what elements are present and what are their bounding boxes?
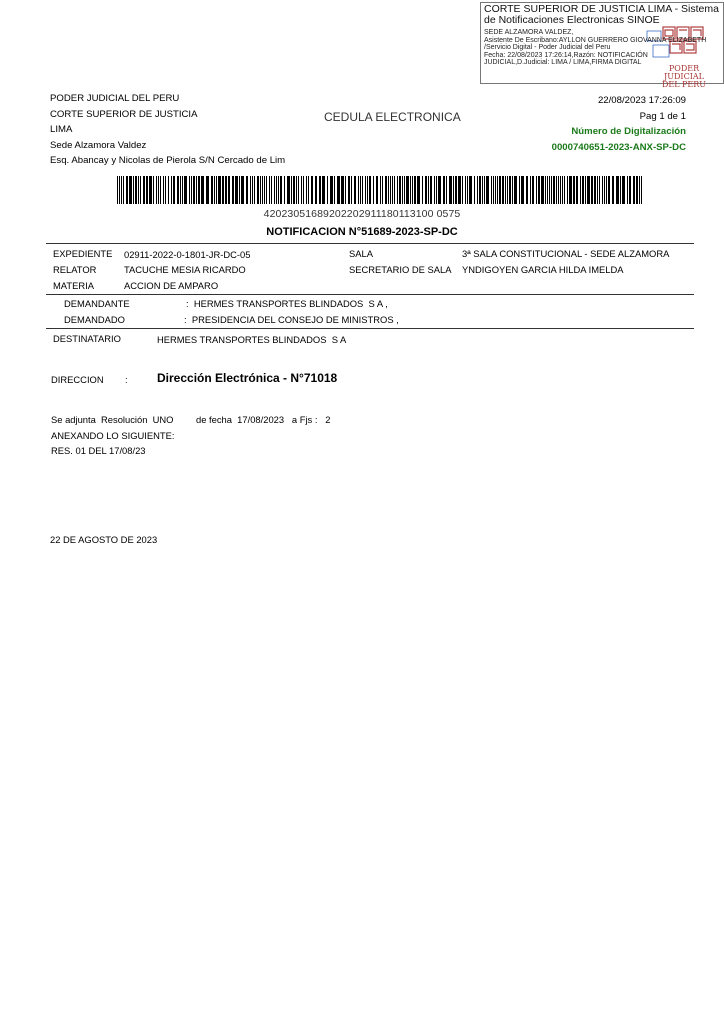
barcode-bar <box>341 176 344 204</box>
demandante-label: DEMANDANTE <box>64 298 130 309</box>
barcode-bar <box>123 176 124 204</box>
divider-1 <box>46 243 694 244</box>
barcode-bar <box>412 176 413 204</box>
barcode-bar <box>146 176 148 204</box>
org-line-5: Esq. Abancay y Nicolas de Pierola S/N Cercado de Lim <box>50 155 286 166</box>
barcode-bar <box>250 176 251 204</box>
barcode-bar <box>143 176 145 204</box>
attachment-line-1a: Se adjunta Resolución UNO <box>51 414 174 425</box>
barcode-bar <box>322 176 325 204</box>
barcode-bar <box>225 176 227 204</box>
barcode-bar <box>135 176 137 204</box>
barcode-bar <box>334 176 335 204</box>
demandante-value: : HERMES TRANSPORTES BLINDADOS S A , <box>186 298 388 309</box>
barcode-bar <box>585 176 586 204</box>
barcode-bar <box>301 176 302 204</box>
barcode-bar <box>216 176 217 204</box>
barcode-bar <box>278 176 279 204</box>
barcode-bar <box>376 176 378 204</box>
attachment-line-2: ANEXANDO LO SIGUIENTE: <box>51 430 175 441</box>
direccion-label: DIRECCION <box>51 374 104 385</box>
barcode-number: 42023051689202202911180113100 0575 <box>263 208 461 220</box>
barcode-bar <box>599 176 600 204</box>
barcode-bar <box>189 176 190 204</box>
barcode-bar <box>257 176 259 204</box>
barcode-bar <box>541 176 544 204</box>
barcode-bar <box>477 176 478 204</box>
barcode-bar <box>580 176 581 204</box>
barcode-bar <box>388 176 389 204</box>
barcode-bar <box>514 176 517 204</box>
expediente-value: 02911-2022-0-1801-JR-DC-05 <box>124 249 251 260</box>
barcode-bar <box>211 176 213 204</box>
barcode-bar <box>191 176 192 204</box>
barcode-bar <box>354 176 356 204</box>
materia-value: ACCION DE AMPARO <box>124 280 219 291</box>
attachment-line-1b: de fecha 17/08/2023 a Fjs : 2 <box>196 414 331 425</box>
barcode-bar <box>602 176 603 204</box>
barcode-bar <box>582 176 584 204</box>
barcode-bar <box>337 176 340 204</box>
barcode-bar <box>330 176 333 204</box>
divider-2 <box>46 294 694 295</box>
barcode-bar <box>158 176 159 204</box>
barcode-bar <box>306 176 307 204</box>
barcode-bar <box>293 176 295 204</box>
barcode-bar <box>196 176 197 204</box>
doc-datetime: 22/08/2023 17:26:09 <box>597 95 686 106</box>
barcode-bar <box>218 176 221 204</box>
barcode-bar <box>365 176 366 204</box>
barcode-bar <box>495 176 496 204</box>
barcode-bar <box>232 176 234 204</box>
divider-3 <box>46 328 694 329</box>
barcode-bar <box>573 176 575 204</box>
barcode-bar <box>165 176 166 204</box>
barcode-bar <box>612 176 614 204</box>
barcode-bar <box>616 176 619 204</box>
barcode-bar <box>509 176 511 204</box>
stamp-line-4: Fecha: 22/08/2023 17:26:14,Razón: NOTIFICACIÓN <box>484 51 648 59</box>
barcode-bar <box>493 176 494 204</box>
barcode-bar <box>362 176 363 204</box>
relator-label: RELATOR <box>53 264 97 275</box>
barcode-bar <box>198 176 200 204</box>
barcode-bar <box>327 176 328 204</box>
barcode-bar <box>228 176 230 204</box>
barcode-bar <box>532 176 534 204</box>
barcode-bar <box>121 176 122 204</box>
barcode-bar <box>484 176 485 204</box>
barcode-bar <box>262 176 263 204</box>
sala-label: SALA <box>349 248 373 259</box>
barcode-bar <box>133 176 134 204</box>
barcode-bar <box>406 176 409 204</box>
barcode-bar <box>291 176 292 204</box>
barcode-bar <box>497 176 498 204</box>
notification-title: NOTIFICACION N°51689-2023-SP-DC <box>266 226 458 238</box>
barcode-bar <box>422 176 423 204</box>
barcode-bar <box>276 176 277 204</box>
barcode-bar <box>417 176 420 204</box>
destinatario-value: HERMES TRANSPORTES BLINDADOS S A <box>157 334 347 345</box>
seal-text-line-2: DEL PERU <box>661 80 707 89</box>
barcode-bar <box>235 176 238 204</box>
stamp-title: CORTE SUPERIOR DE JUSTICIA LIMA - Sistema de Notificaciones Electronicas SINOE <box>484 3 719 26</box>
barcode-bar <box>430 176 432 204</box>
barcode-bar <box>622 176 625 204</box>
barcode-bar <box>126 176 128 204</box>
barcode-bar <box>280 176 282 204</box>
barcode-bar <box>264 176 265 204</box>
barcode-bar <box>594 176 596 204</box>
barcode-bar <box>547 176 548 204</box>
barcode-bar <box>404 176 405 204</box>
barcode-bar <box>303 176 304 204</box>
barcode-bar <box>443 176 445 204</box>
barcode-bar <box>287 176 290 204</box>
barcode-bar <box>479 176 481 204</box>
barcode-bar <box>562 176 563 204</box>
barcode-bar <box>119 176 120 204</box>
barcode-bar <box>465 176 466 204</box>
stamp-line-3: /Servicio Digital - Poder Judicial del Peru <box>484 44 611 51</box>
barcode-bar <box>274 176 275 204</box>
barcode-bar <box>140 176 141 204</box>
barcode-bar <box>345 176 346 204</box>
digitization-label: Número de Digitalización <box>571 126 686 137</box>
barcode-bar <box>576 176 578 204</box>
barcode-bar <box>284 176 285 204</box>
barcode-bar <box>606 176 607 204</box>
barcode-graphic <box>117 176 643 204</box>
secretario-label: SECRETARIO DE SALA <box>349 264 452 275</box>
barcode-bar <box>567 176 568 204</box>
barcode-bar <box>180 176 181 204</box>
barcode-bar <box>604 176 605 204</box>
demandado-value: : PRESIDENCIA DEL CONSEJO DE MINISTROS , <box>184 314 399 325</box>
barcode-bar <box>160 176 161 204</box>
barcode-bar <box>382 176 383 204</box>
barcode-bar <box>551 176 552 204</box>
barcode-bar <box>153 176 154 204</box>
barcode-bar <box>311 176 313 204</box>
barcode-bar <box>629 176 631 204</box>
digital-signature-stamp <box>480 2 724 89</box>
header-right <box>552 93 686 155</box>
expediente-label: EXPEDIENTE <box>53 248 113 259</box>
barcode-bar <box>385 176 387 204</box>
barcode-bar <box>367 176 368 204</box>
barcode-bar <box>556 176 557 204</box>
barcode-bar <box>156 176 157 204</box>
barcode-bar <box>453 176 454 204</box>
barcode-bar <box>129 176 132 204</box>
page-count: Pag 1 de 1 <box>639 110 686 122</box>
barcode-bar <box>402 176 403 204</box>
barcode-bar <box>436 176 437 204</box>
barcode-bar <box>177 176 179 204</box>
direccion-colon: : <box>125 374 128 385</box>
date-footer: 22 DE AGOSTO DE 2023 <box>50 534 158 545</box>
barcode-bar <box>499 176 501 204</box>
digitization-number: 0000740651-2023-ANX-SP-DC <box>551 141 686 153</box>
barcode-bar <box>222 176 224 204</box>
barcode-bar <box>319 176 321 204</box>
barcode-bar <box>239 176 240 204</box>
barcode-bar <box>560 176 561 204</box>
barcode-bar <box>549 176 550 204</box>
barcode-bar <box>530 176 531 204</box>
barcode-bar <box>428 176 429 204</box>
barcode-bar <box>505 176 506 204</box>
barcode-bar <box>214 176 215 204</box>
doc-type: CEDULA ELECTRONICA <box>324 110 461 124</box>
barcode-bar <box>519 176 520 204</box>
demandado-label: DEMANDADO <box>64 314 125 325</box>
barcode-bar <box>182 176 183 204</box>
secretario-value: YNDIGOYEN GARCIA HILDA IMELDA <box>462 264 624 275</box>
barcode-bar <box>138 176 139 204</box>
barcode-bar <box>266 176 267 204</box>
barcode-bar <box>193 176 195 204</box>
barcode-bar <box>369 176 371 204</box>
barcode-bar <box>446 176 447 204</box>
barcode-bar <box>241 176 244 204</box>
barcode-bar <box>526 176 528 204</box>
barcode-bar <box>269 176 270 204</box>
barcode-bar <box>469 176 472 204</box>
barcode-bar <box>397 176 398 204</box>
barcode-bar <box>348 176 350 204</box>
barcode-bar <box>438 176 441 204</box>
barcode-bar <box>521 176 524 204</box>
org-line-3: LIMA <box>50 124 73 135</box>
attachment-line-3: RES. 01 DEL 17/08/23 <box>51 445 146 456</box>
barcode-bar <box>553 176 555 204</box>
barcode-bar <box>620 176 621 204</box>
barcode-bar <box>296 176 297 204</box>
barcode-bar <box>434 176 435 204</box>
barcode-bar <box>390 176 391 204</box>
org-line-2: CORTE SUPERIOR DE JUSTICIA <box>50 108 198 120</box>
barcode-bar <box>587 176 590 204</box>
barcode-bar <box>171 176 172 204</box>
barcode-bar <box>639 176 640 204</box>
barcode-bar <box>414 176 416 204</box>
barcode-bar <box>458 176 461 204</box>
barcode-bar <box>206 176 209 204</box>
barcode-bar <box>591 176 593 204</box>
barcode-bar <box>569 176 572 204</box>
barcode-bar <box>246 176 248 204</box>
destinatario-label: DESTINATARIO <box>53 333 121 344</box>
relator-value: TACUCHE MESIA RICARDO <box>124 264 246 275</box>
barcode-bar <box>502 176 504 204</box>
barcode-bar <box>315 176 317 204</box>
barcode-bar <box>271 176 272 204</box>
stamp-line-1: SEDE ALZAMORA VALDEZ, <box>484 29 574 36</box>
barcode-bar <box>351 176 352 204</box>
barcode-bar <box>392 176 393 204</box>
seal-text-line-1: PODER JUDICIAL <box>664 64 704 81</box>
barcode-bar <box>358 176 359 204</box>
barcode-bar <box>410 176 411 204</box>
stamp-seal-text <box>649 65 719 89</box>
barcode-bar <box>482 176 483 204</box>
barcode-bar <box>380 176 381 204</box>
materia-label: MATERIA <box>53 280 94 291</box>
barcode-bar <box>455 176 457 204</box>
barcode-bar <box>449 176 452 204</box>
barcode-bar <box>545 176 546 204</box>
barcode-bar <box>564 176 565 204</box>
barcode-bar <box>184 176 187 204</box>
org-block <box>50 91 285 169</box>
barcode-bar <box>597 176 598 204</box>
barcode-bar <box>491 176 492 204</box>
barcode-bar <box>149 176 152 204</box>
barcode-bar <box>252 176 253 204</box>
barcode-bar <box>627 176 628 204</box>
barcode-bar <box>360 176 361 204</box>
barcode-bar <box>425 176 427 204</box>
barcode-bar <box>486 176 489 204</box>
barcode-bar <box>260 176 261 204</box>
sala-value: 3ª SALA CONSTITUCIONAL - SEDE ALZAMORA <box>462 248 670 259</box>
barcode-bar <box>512 176 513 204</box>
barcode-bar <box>373 176 374 204</box>
barcode-bar <box>467 176 468 204</box>
barcode-bar <box>298 176 299 204</box>
barcode-bar <box>536 176 537 204</box>
barcode-bar <box>308 176 309 204</box>
barcode-bar <box>474 176 475 204</box>
org-line-1: PODER JUDICIAL DEL PERU <box>50 93 180 104</box>
barcode-bar <box>636 176 638 204</box>
barcode-bar <box>399 176 401 204</box>
barcode-bar <box>633 176 635 204</box>
barcode-bar <box>641 176 642 204</box>
barcode-bar <box>538 176 540 204</box>
barcode-bar <box>394 176 395 204</box>
barcode-bar <box>462 176 463 204</box>
barcode-bar <box>254 176 255 204</box>
barcode-bar <box>163 176 164 204</box>
barcode-bar <box>117 176 118 204</box>
barcode-bar <box>201 176 204 204</box>
stamp-line-5: JUDICIAL,D.Judicial: LIMA / LIMA,FIRMA DIGITAL <box>484 59 642 66</box>
barcode-bar <box>168 176 169 204</box>
barcode-bar <box>608 176 610 204</box>
direccion-value: Dirección Electrónica - N°71018 <box>157 371 338 385</box>
stamp-line-2: Asistente De Escribano:AYLLON GUERRERO GIOVANNA ELIZABETH <box>484 36 707 44</box>
barcode-bar <box>173 176 175 204</box>
org-line-4: Sede Alzamora Valdez <box>50 139 147 151</box>
barcode-bar <box>558 176 559 204</box>
barcode-bar <box>507 176 508 204</box>
